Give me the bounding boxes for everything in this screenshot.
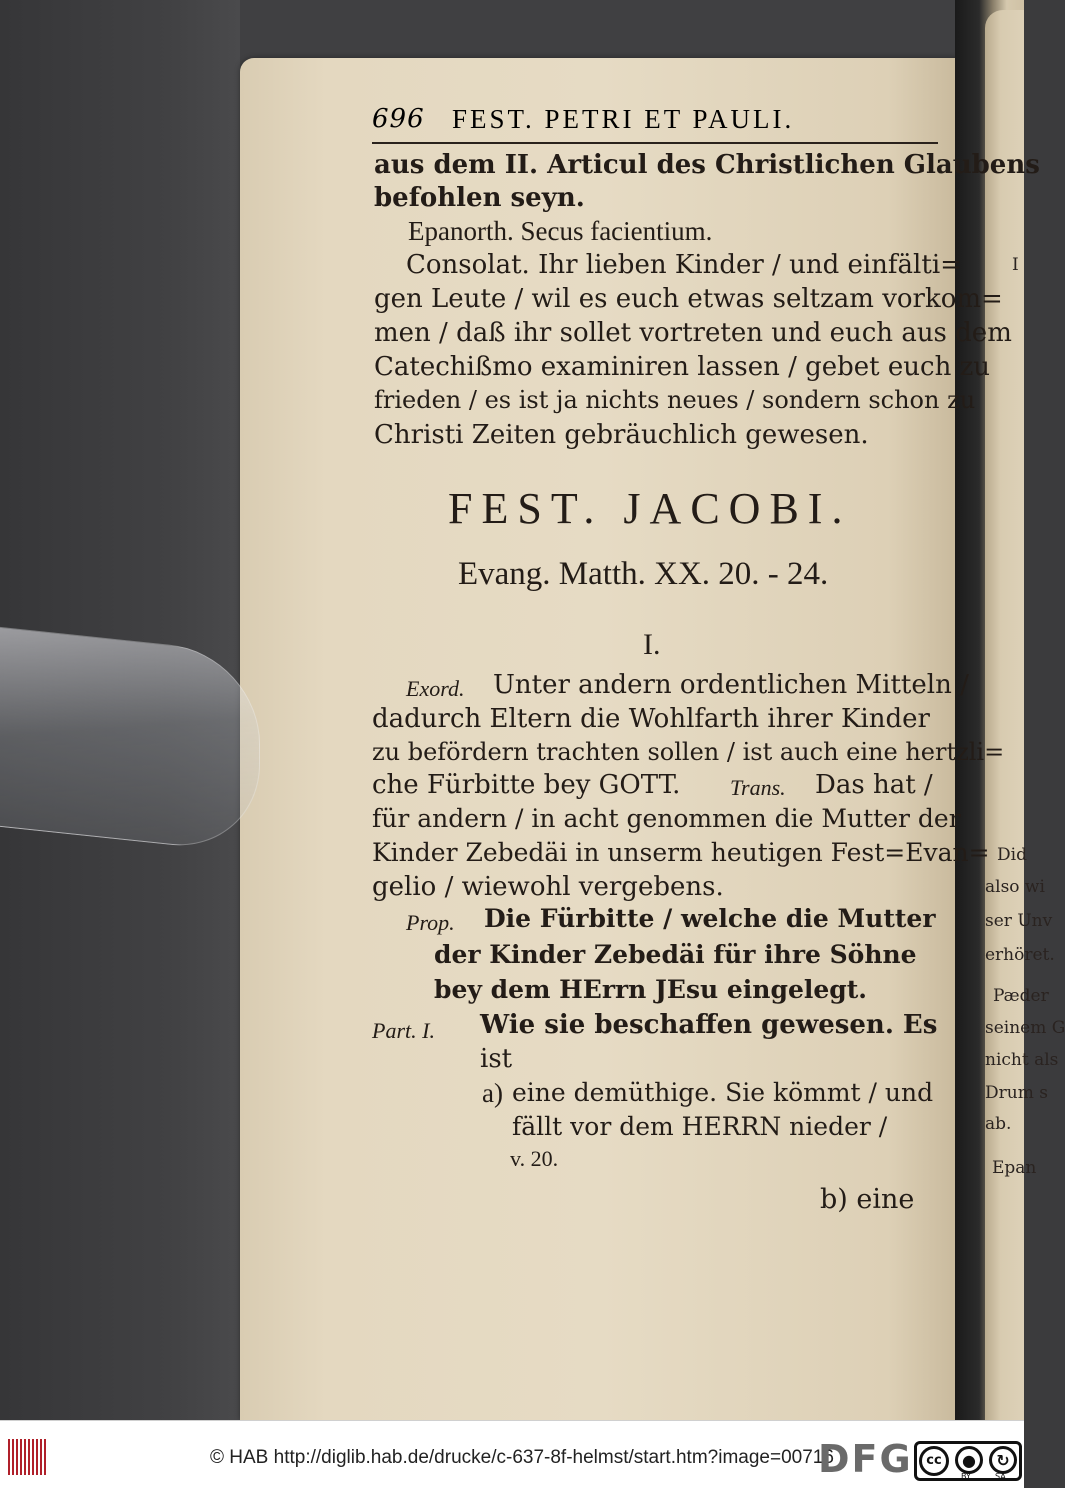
adjacent-text: Epan [992,1158,1037,1178]
text-line: aus dem II. Articul des Christlichen Glaubens [374,150,1040,180]
source-link[interactable]: © HAB http://diglib.hab.de/drucke/c-637-8f-helmst/start.htm?image=00716 [210,1447,834,1468]
license-sa-label: SA [995,1472,1006,1481]
share-alike-icon: ↻ [989,1446,1017,1474]
adjacent-text: ser Unv [985,911,1053,931]
footer-bar [0,1420,1024,1488]
text-line: gelio / wiewohl vergebens. [372,872,724,902]
by-attribution-icon: ● [955,1446,983,1474]
adjacent-text: Drum s [985,1083,1048,1103]
text-line: men / daß ihr sollet vortreten und euch aus dem [374,318,1012,348]
cc-icon: cc [919,1446,949,1476]
adjacent-text: Did [997,845,1027,865]
license-by-label: BY [961,1472,971,1481]
margin-label: Part. I. [372,1018,435,1043]
margin-label: Trans. [730,775,786,800]
text-line: ist [480,1044,513,1074]
text-line: Die Fürbitte / welche die Mutter [484,904,936,933]
text-line: zu befördern trachten sollen / ist auch eine hertzli= [372,738,1005,766]
text-line: Catechißmo examiniren lassen / gebet euch zu [374,352,991,382]
catchword: b) eine [820,1184,915,1215]
section-title: FEST. JACOBI. [448,484,852,533]
margin-label: Exord. [406,676,465,701]
adjacent-text: ab. [985,1114,1012,1134]
text-line: Consolat. Ihr lieben Kinder / und einfälti= [406,250,962,280]
text-line: Christi Zeiten gebräuchlich gewesen. [374,420,869,450]
adjacent-text: I [1012,255,1019,275]
text-line: Epanorth. Secus facientium. [408,216,713,246]
adjacent-text: seinem G [985,1018,1065,1038]
text-line: eine demüthige. Sie kömmt / und [512,1078,934,1107]
cc-license-icon[interactable] [914,1441,1022,1481]
list-marker: a) [482,1078,503,1108]
dfg-logo: DFG [818,1437,913,1481]
text-line: bey dem HErrn JEsu eingelegt. [434,975,867,1004]
running-head [372,104,938,144]
text-line: Wie sie beschaffen gewesen. Es [480,1010,938,1040]
text-line: gen Leute / wil es euch etwas seltzam vorkom= [374,284,1003,314]
section-subtitle: Evang. Matth. XX. 20. - 24. [458,556,829,592]
text-line: befohlen seyn. [374,183,585,213]
hab-logo-icon [8,1439,48,1475]
text-line: Unter andern ordentlichen Mitteln / [493,670,969,700]
text-line: fällt vor dem HERRN nieder / [512,1112,888,1141]
text-line: frieden / es ist ja nichts neues / sondern schon zu [374,386,976,414]
margin-label: Prop. [406,910,455,935]
text-line: für andern / in acht genommen die Mutter der [372,804,961,833]
text-line: Das hat / [815,770,933,800]
text-line: Kinder Zebedäi in unserm heutigen Fest=Evan= [372,838,990,867]
section-number: I. [643,628,661,661]
text-line: dadurch Eltern die Wohlfarth ihrer Kinder [372,704,930,734]
text-line: der Kinder Zebedäi für ihre Söhne [434,940,917,969]
running-title: FEST. PETRI ET PAULI. [452,104,795,134]
adjacent-text: nicht als [985,1050,1059,1070]
adjacent-page [985,10,1024,1420]
adjacent-text: erhöret. [985,945,1055,965]
adjacent-text: also wi [985,877,1045,897]
page-number: 696 [372,104,425,134]
adjacent-text: Pæder [993,986,1049,1006]
text-line: che Fürbitte bey GOTT. [372,770,681,800]
text-line: v. 20. [510,1146,559,1171]
